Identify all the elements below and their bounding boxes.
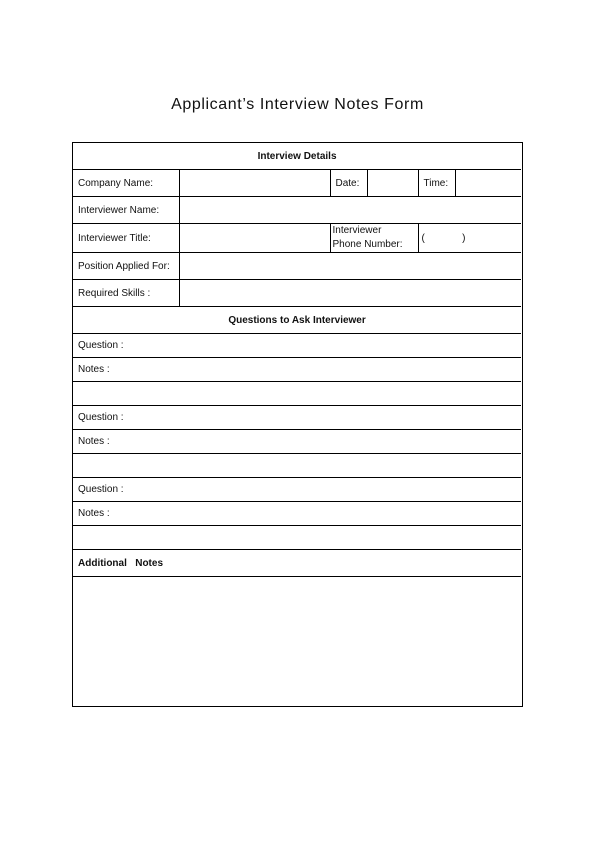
blank-notes-row[interactable] bbox=[73, 382, 521, 406]
interview-notes-form bbox=[72, 142, 523, 707]
phone-close-paren: ) bbox=[462, 232, 466, 244]
interview-details-heading: Interview Details bbox=[73, 143, 521, 170]
interviewer-name-field[interactable] bbox=[179, 197, 521, 224]
company-name-field[interactable] bbox=[179, 170, 330, 197]
question-row[interactable]: Question : bbox=[73, 334, 521, 358]
interviewer-title-field[interactable] bbox=[179, 224, 330, 253]
page-title: Applicant’s Interview Notes Form bbox=[171, 96, 424, 113]
phone-label-line2: Phone Number: bbox=[332, 239, 403, 250]
phone-parentheses bbox=[422, 233, 466, 244]
interviewer-name-label: Interviewer Name: bbox=[73, 197, 179, 224]
phone-label-line1: Interviewer bbox=[332, 225, 382, 236]
required-skills-label: Required Skills : bbox=[73, 280, 179, 307]
position-applied-label: Position Applied For: bbox=[73, 253, 179, 280]
company-name-label: Company Name: bbox=[73, 170, 179, 197]
blank-notes-row[interactable] bbox=[73, 526, 521, 550]
date-label: Date: bbox=[330, 170, 367, 197]
required-skills-field[interactable] bbox=[179, 280, 521, 307]
questions-heading: Questions to Ask Interviewer bbox=[73, 307, 521, 334]
interviewer-title-label: Interviewer Title: bbox=[73, 224, 179, 253]
form-table bbox=[73, 143, 521, 705]
phone-open-paren: ( bbox=[421, 232, 425, 244]
position-applied-field[interactable] bbox=[179, 253, 521, 280]
phone-number-label bbox=[330, 224, 418, 253]
blank-notes-row[interactable] bbox=[73, 454, 521, 478]
question-row[interactable]: Question : bbox=[73, 406, 521, 430]
question-row[interactable]: Question : bbox=[73, 478, 521, 502]
time-field[interactable] bbox=[455, 170, 521, 197]
notes-row[interactable]: Notes : bbox=[73, 358, 521, 382]
notes-row[interactable]: Notes : bbox=[73, 430, 521, 454]
additional-notes-heading: Additional Notes bbox=[73, 550, 521, 577]
date-field[interactable] bbox=[367, 170, 418, 197]
notes-row[interactable]: Notes : bbox=[73, 502, 521, 526]
additional-notes-area[interactable] bbox=[73, 577, 521, 706]
phone-number-field[interactable] bbox=[418, 224, 521, 253]
time-label: Time: bbox=[418, 170, 455, 197]
